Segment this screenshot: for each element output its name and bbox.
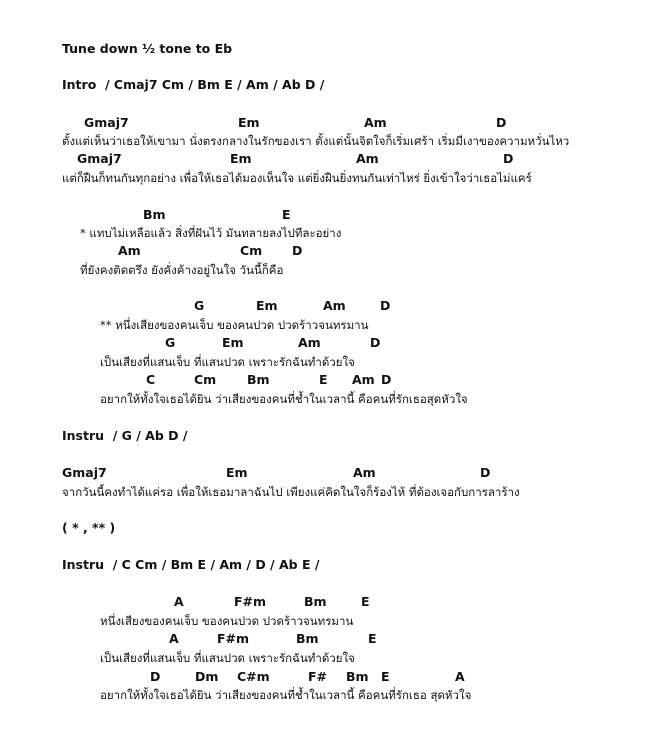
chord: D [480, 465, 491, 480]
chord: A [455, 669, 465, 684]
chord: Bm [346, 669, 369, 684]
chord: E [319, 372, 328, 387]
chord: Em [238, 115, 260, 130]
lyric-line: หนึ่งเสียงของคนเจ็บ ของคนปวด ปวดร้าวจนทรมาน [100, 614, 354, 628]
chord: F#m [217, 631, 250, 646]
lyric-line: อยากให้ทั้งใจเธอได้ยิน ว่าเสียงของคนที่ช้ำในเวลานี้ คือคนที่รักเธอ สุดหัวใจ [100, 688, 472, 702]
chord: E [282, 207, 291, 222]
chord: D [503, 151, 514, 166]
lyric-line: แต่ก็ฝืนก็ทนกันทุกอย่าง เพื่อให้เธอได้มองเห็นใจ แต่ยิ่งฝืนยิ่งทนกันเท่าไหร่ ยิ่งเข้าใจว่าเธอไม่แคร์ [62, 171, 532, 185]
instru-1-chords: Instru / G / Ab D / [62, 428, 188, 443]
chord: Gmaj7 [77, 151, 122, 166]
chord: Em [230, 151, 252, 166]
chord: E [381, 669, 390, 684]
chord: D [370, 335, 381, 350]
chord: F#m [234, 594, 267, 609]
chord: Bm [304, 594, 327, 609]
chord: Am [356, 151, 379, 166]
chord: A [174, 594, 184, 609]
chord: D [496, 115, 507, 130]
chord: Bm [296, 631, 319, 646]
lyric-line: จากวันนี้คงทำได้แค่รอ เพื่อให้เธอมาลาฉันไป เพียงแค่คิดในใจก็ร้องไห้ ที่ต้องเจอกับการลาร้าง [62, 485, 520, 499]
chord: G [194, 298, 205, 313]
chord: A [169, 631, 179, 646]
chord: Em [222, 335, 244, 350]
chord: G [165, 335, 176, 350]
chord: Bm [143, 207, 166, 222]
chord: F# [308, 669, 328, 684]
chord: C#m [237, 669, 270, 684]
chord: D [381, 372, 392, 387]
chord: Em [256, 298, 278, 313]
chord: C [146, 372, 156, 387]
instru-2-chords: Instru / C Cm / Bm E / Am / D / Ab E / [62, 557, 320, 572]
lyric-line: ** หนึ่งเสียงของคนเจ็บ ของคนปวด ปวดร้าวจนทรมาน [100, 318, 369, 332]
chord: Cm [240, 243, 263, 258]
repeat-marker: ( * , ** ) [62, 520, 116, 535]
chord: E [368, 631, 377, 646]
lyric-line: อยากให้ทั้งใจเธอได้ยิน ว่าเสียงของคนที่ช้ำในเวลานี้ คือคนที่รักเธอสุดหัวใจ [100, 392, 468, 406]
lyric-line: ตั้งแต่เห็นว่าเธอให้เขามา นั่งตรงกลางในรักของเรา ตั้งแต่นั้นจิตใจก็เริ่มเศร้า เริ่มมีเงาของความหวั่นไหว [62, 134, 570, 148]
chord: D [150, 669, 161, 684]
chord: D [380, 298, 391, 313]
chord: D [292, 243, 303, 258]
intro-chords: Intro / Cmaj7 Cm / Bm E / Am / Ab D / [62, 77, 325, 92]
chord: E [361, 594, 370, 609]
chord: Cm [194, 372, 217, 387]
chord: Am [353, 465, 376, 480]
chord: Gmaj7 [84, 115, 129, 130]
chord: Am [364, 115, 387, 130]
chord: Am [298, 335, 321, 350]
chord: Bm [247, 372, 270, 387]
lyric-line: เป็นเสียงที่แสนเจ็บ ที่แสนปวด เพราะรักฉันทำด้วยใจ [100, 651, 355, 665]
chord: Dm [195, 669, 219, 684]
lyric-line: เป็นเสียงที่แสนเจ็บ ที่แสนปวด เพราะรักฉันทำด้วยใจ [100, 355, 355, 369]
chord: Am [323, 298, 346, 313]
tuning-note: Tune down ½ tone to Eb [62, 41, 233, 56]
chord: Gmaj7 [62, 465, 107, 480]
chord: Em [226, 465, 248, 480]
lyric-line: ที่ยังคงติดตรึง ยังคั่งค้างอยู่ในใจ วันนี้ก็คือ [80, 263, 284, 277]
lyric-line: * แทบไม่เหลือแล้ว สิ่งที่ฝันไว้ มันทลายลงไปทีละอย่าง [80, 226, 342, 240]
chord: Am [118, 243, 141, 258]
chord: Am [352, 372, 375, 387]
